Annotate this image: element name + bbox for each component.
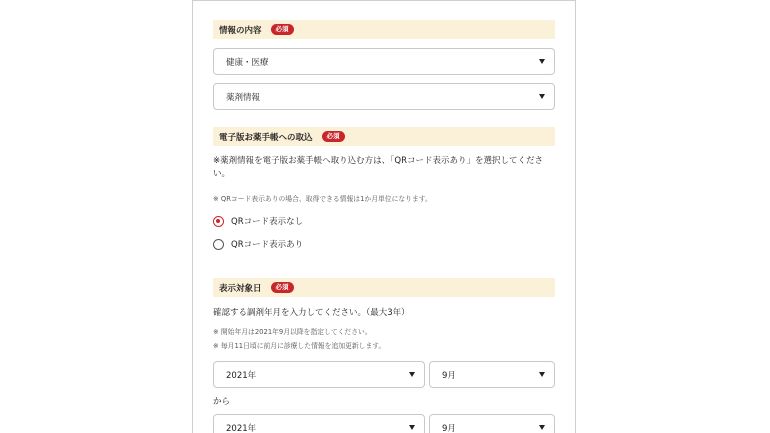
subcategory-select[interactable] (213, 83, 555, 110)
radio-qr-none[interactable] (213, 215, 303, 227)
import-instruction: ※薬剤情報を電子版お薬手帳へ取り込む方は、「QRコード表示あり」を選択してください。 (213, 156, 543, 179)
date-note-update: ※ 毎月11日頃に前月に診療した情報を追加更新します。 (213, 342, 386, 350)
caret-down-icon (409, 372, 415, 377)
required-badge: 必須 (322, 131, 345, 142)
info-section-header (213, 20, 555, 39)
select-value: 薬剤情報 (226, 92, 261, 103)
date-note-start: ※ 開始年月は2021年9月以降を指定してください。 (213, 328, 372, 336)
required-badge: 必須 (271, 282, 294, 293)
caret-down-icon (539, 59, 545, 64)
date-instruction: 確認する調剤年月を入力してください。（最大3年） (213, 308, 410, 318)
section-title: 電子版お薬手帳への取込 (219, 132, 313, 143)
select-value: 9月 (442, 370, 456, 381)
select-value: 9月 (442, 423, 456, 433)
from-year-select[interactable] (213, 361, 425, 388)
from-label: から (213, 397, 231, 407)
form-panel (192, 0, 576, 433)
required-badge: 必須 (271, 24, 294, 35)
radio-qr-show[interactable] (213, 238, 303, 250)
select-value: 2021年 (226, 370, 257, 381)
radio-checked-icon[interactable] (213, 216, 224, 227)
to-year-select[interactable] (213, 414, 425, 433)
import-section-header (213, 127, 555, 146)
caret-down-icon (539, 94, 545, 99)
radio-unchecked-icon[interactable] (213, 239, 224, 250)
select-value: 2021年 (226, 423, 257, 433)
radio-label: QRコード表示なし (231, 217, 304, 227)
caret-down-icon (409, 425, 415, 430)
select-value: 健康・医療 (226, 57, 269, 68)
caret-down-icon (539, 425, 545, 430)
radio-label: QRコード表示あり (231, 240, 304, 250)
date-section-header (213, 278, 555, 297)
to-month-select[interactable] (429, 414, 555, 433)
caret-down-icon (539, 372, 545, 377)
import-note: ※ QRコード表示ありの場合、取得できる情報は1か月単位になります。 (213, 195, 432, 203)
from-month-select[interactable] (429, 361, 555, 388)
category-select[interactable] (213, 48, 555, 75)
section-title: 表示対象日 (219, 283, 262, 294)
section-title: 情報の内容 (219, 25, 262, 36)
